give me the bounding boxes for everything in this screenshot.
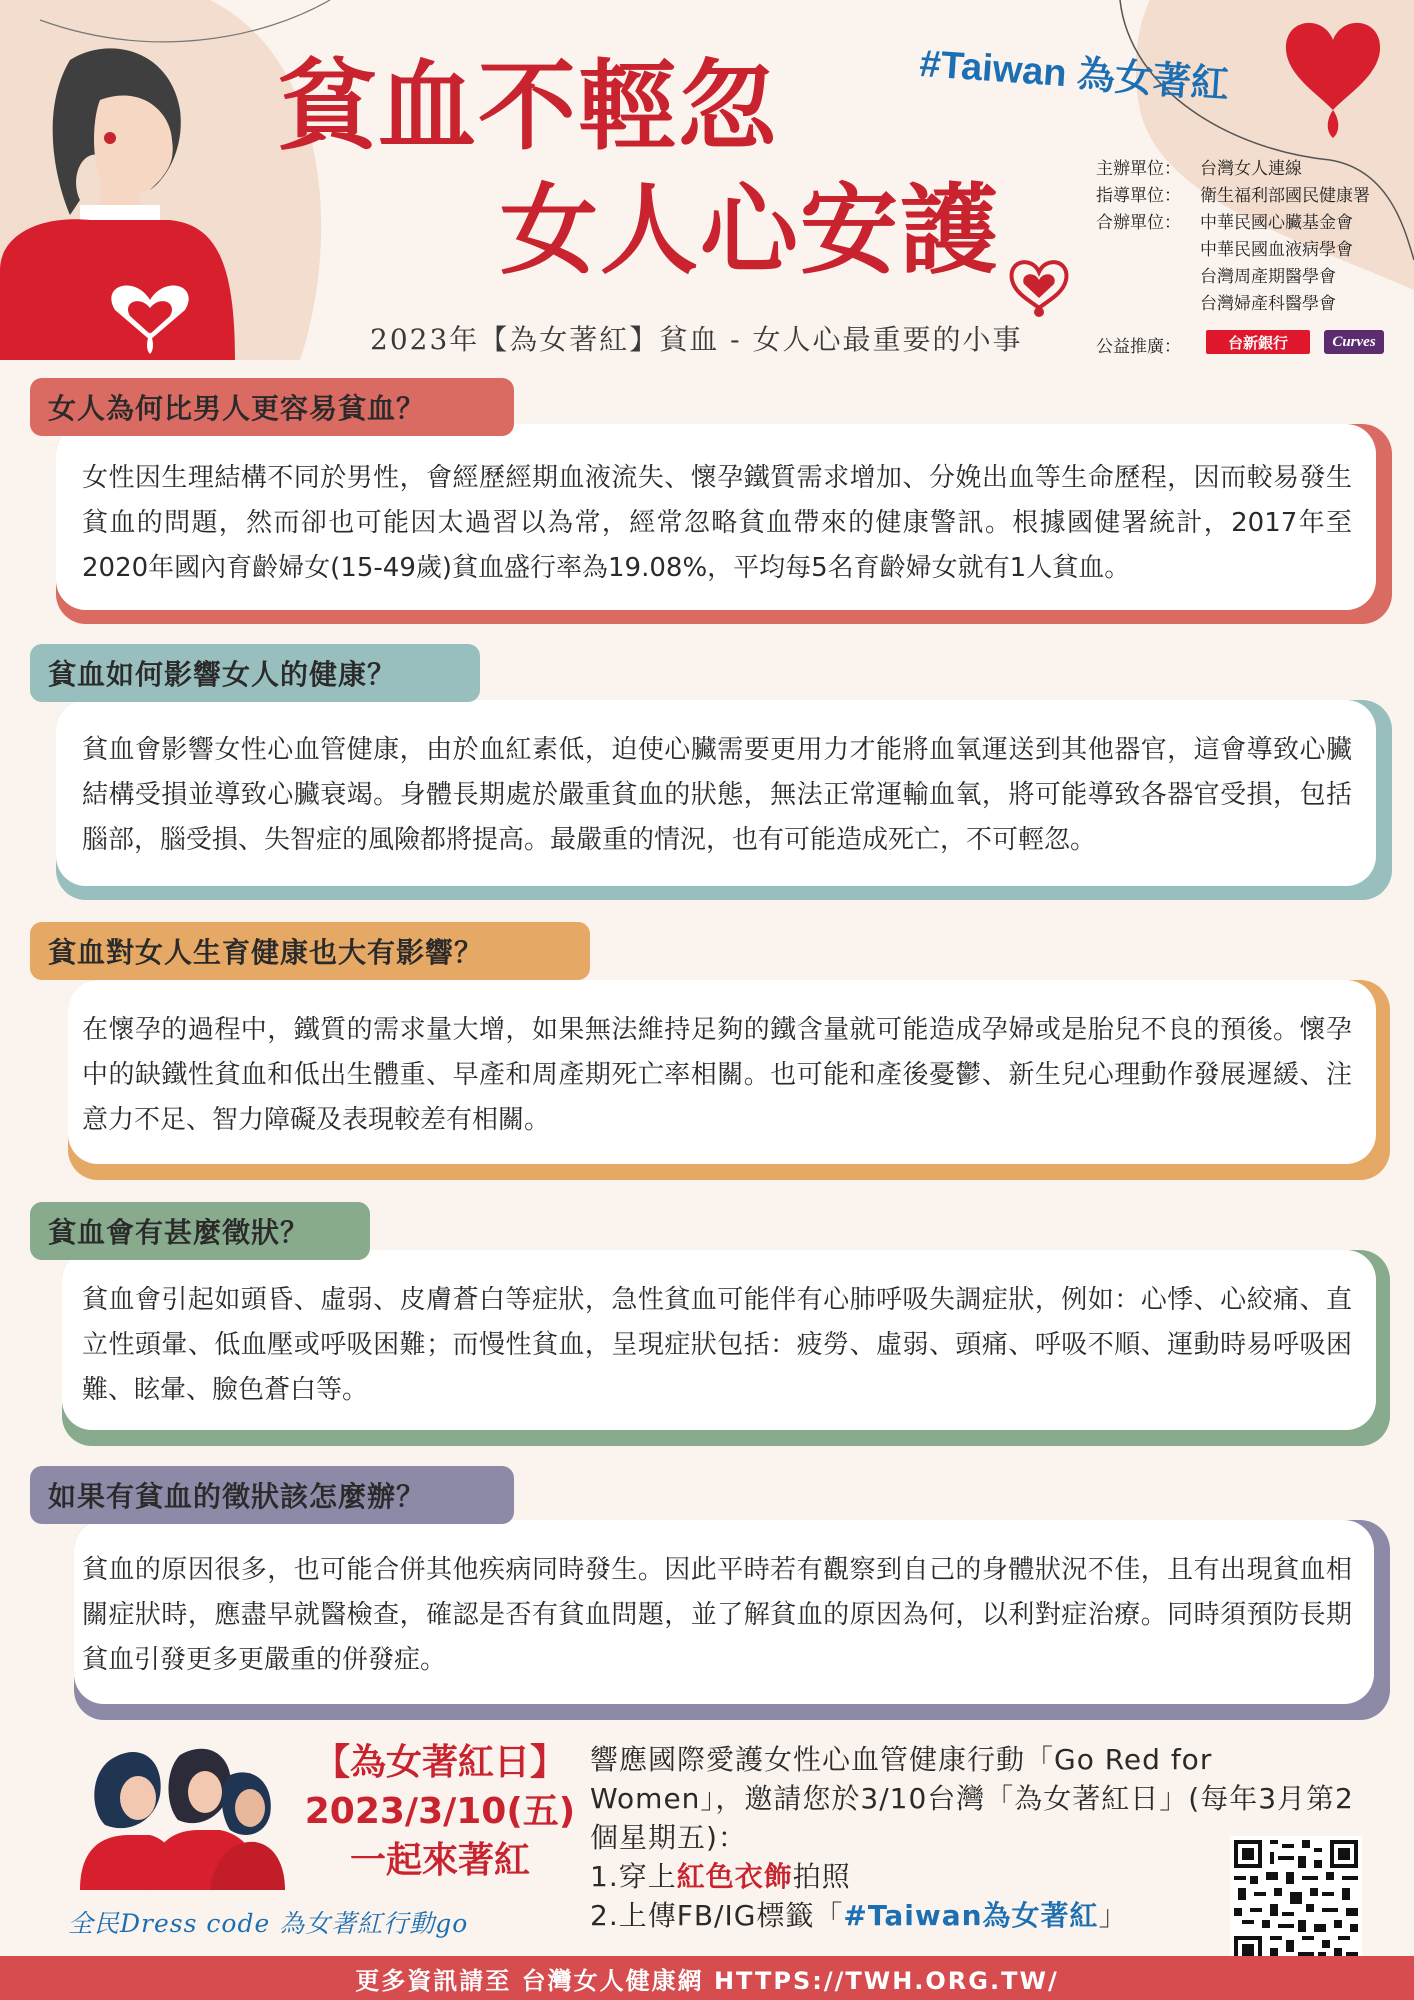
- organizer-label: [1096, 237, 1200, 264]
- section-heading-1: 女人為何比男人更容易貧血？: [30, 378, 514, 436]
- event-block: [290, 1738, 590, 1885]
- organizer-label: 合辦單位：: [1096, 213, 1181, 233]
- event-date: 2023/3/10(五): [304, 1791, 576, 1832]
- section-body: 貧血會引起如頭昏、虛弱、皮膚蒼白等症狀，急性貧血可能伴有心肺呼吸失調症狀，例如：心悸、心絞痛、直立性頭暈、低血壓或呼吸困難；而慢性貧血，呈現症狀包括：疲勞、虛弱、頭痛、呼吸不順、運動時易呼吸困難、眩暈、臉色蒼白等。: [82, 1285, 1352, 1405]
- event-slogan: 一起來著紅: [349, 1840, 530, 1881]
- organizer-label: [1096, 291, 1200, 318]
- organizer-list: [1096, 156, 1370, 318]
- step2-suffix: 」: [1098, 1899, 1128, 1932]
- section-body: 在懷孕的過程中，鐵質的需求量大增，如果無法維持足夠的鐵含量就可能造成孕婦或是胎兒不良的預後。懷孕中的缺鐵性貧血和低出生體重、早產和周產期死亡率相關。也可能和產後憂鬱、新生兒心理動作發展遲緩、注意力不足、智力障礙及表現較差有相關。: [82, 1015, 1352, 1135]
- dresscode-slogan: 全民Dress code 為女著紅行動go: [68, 1909, 469, 1938]
- organizer-value: 中華民國心臟基金會: [1200, 213, 1353, 233]
- section-heading-3: 貧血對女人生育健康也大有影響？: [30, 922, 590, 980]
- organizer-value: 衛生福利部國民健康署: [1200, 186, 1370, 206]
- curves-logo: Curves: [1324, 330, 1384, 354]
- organizer-value: 台灣周產期醫學會: [1200, 267, 1336, 287]
- step1-highlight: 紅色衣飾: [676, 1860, 793, 1893]
- taishin-bank-logo: 台新銀行: [1206, 330, 1310, 354]
- organizer-row: [1096, 291, 1370, 318]
- organizer-row: [1096, 156, 1370, 183]
- step2-prefix: 2.上傳FB/IG標籤「: [590, 1899, 844, 1932]
- section-body: 貧血的原因很多，也可能合併其他疾病同時發生。因此平時若有觀察到自己的身體狀況不佳，且有出現貧血相關症狀時，應盡早就醫檢查，確認是否有貧血問題，並了解貧血的原因為何，以利對症治療。同時須預防長期貧血引發更多更嚴重的併發症。: [82, 1555, 1352, 1675]
- step2-hashtag: #Taiwan為女著紅: [843, 1899, 1099, 1932]
- women-group-icon: [70, 1740, 290, 1890]
- main-title-line2: 女人心安護: [500, 174, 1001, 288]
- organizer-value: 中華民國血液病學會: [1200, 240, 1353, 260]
- heart-drop-icon: [1004, 250, 1074, 320]
- section-heading-2: 貧血如何影響女人的健康？: [30, 644, 480, 702]
- organizer-row: [1096, 210, 1370, 237]
- organizer-row: [1096, 183, 1370, 210]
- footer-link[interactable]: 更多資訊請至 台灣女人健康網 HTTPS://TWH.ORG.TW/: [0, 1956, 1414, 2000]
- organizer-label: 指導單位：: [1096, 186, 1181, 206]
- section-body: 女性因生理結構不同於男性，會經歷經期血液流失、懷孕鐵質需求增加、分娩出血等生命歷程，因而較易發生貧血的問題，然而卻也可能因太過習以為常，經常忽略貧血帶來的健康警訊。根據國健署統計，2017年至2020年國內育齡婦女(15-49歲)貧血盛行率為19.08%，平均每5名育齡婦女就有1人貧血。: [82, 463, 1352, 583]
- hashtag-title: #Taiwan 為女著紅: [918, 42, 1231, 107]
- organizer-label: [1096, 264, 1200, 291]
- woman-illustration-icon: [0, 40, 240, 360]
- section-body: 貧血會影響女性心血管健康，由於血紅素低，迫使心臟需要更用力才能將血氧運送到其他器官，這會導致心臟結構受損並導致心臟衰竭。身體長期處於嚴重貧血的狀態，無法正常運輸血氧，將可能導致各器官受損，包括腦部，腦受損、失智症的風險都將提高。最嚴重的情況，也有可能造成死亡，不可輕忽。: [82, 735, 1352, 855]
- organizer-label: 主辦單位：: [1096, 159, 1181, 179]
- sponsor-label: 公益推廣：: [1096, 337, 1181, 357]
- event-title: 【為女著紅日】: [313, 1742, 566, 1783]
- big-heart-icon: [1278, 14, 1388, 144]
- qr-code-icon[interactable]: [1230, 1836, 1362, 1968]
- organizer-value: 台灣女人連線: [1200, 159, 1302, 179]
- subtitle: 2023年【為女著紅】貧血 - 女人心最重要的小事: [370, 323, 1023, 356]
- organizer-row: [1096, 237, 1370, 264]
- step1-suffix: 拍照: [792, 1860, 851, 1893]
- section-heading-5: 如果有貧血的徵狀該怎麼辦？: [30, 1466, 514, 1524]
- invite-text: 響應國際愛護女性心血管健康行動「Go Red for Women」，邀請您於3/10台灣「為女著紅日」(每年3月第2個星期五)：: [590, 1743, 1354, 1854]
- section-heading-4: 貧血會有甚麼徵狀？: [30, 1202, 370, 1260]
- step1-prefix: 1.穿上: [590, 1860, 677, 1893]
- organizer-value: 台灣婦產科醫學會: [1200, 294, 1336, 314]
- organizer-row: [1096, 264, 1370, 291]
- main-title-line1: 貧血不輕忽: [278, 50, 779, 164]
